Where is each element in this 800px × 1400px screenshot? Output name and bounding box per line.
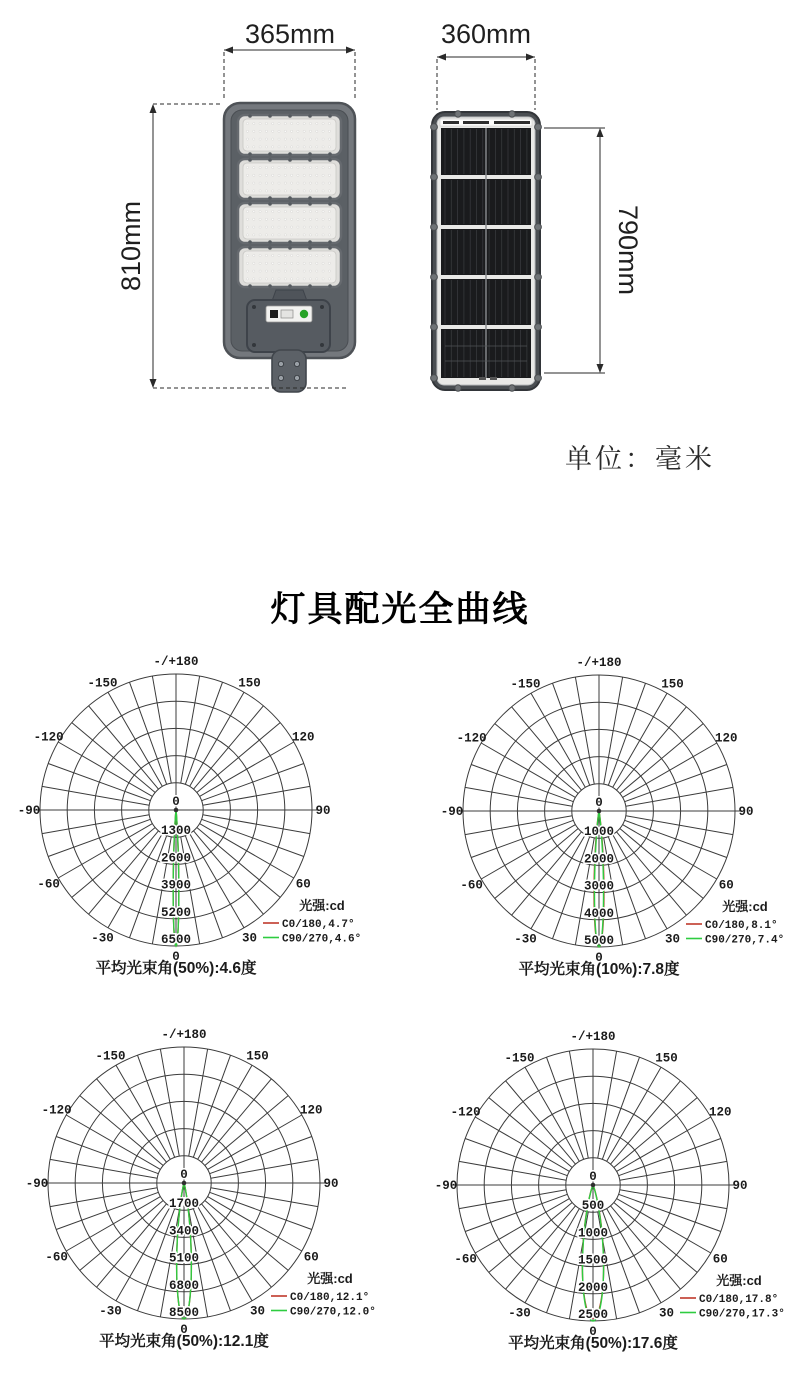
- angle-tick-label: 150: [246, 1049, 269, 1064]
- ring-value-label: 2000: [583, 852, 615, 867]
- angle-tick-label: -60: [45, 1250, 68, 1265]
- legend-item-label: C0/180,4.7°: [282, 919, 355, 931]
- angle-tick-label: -90: [440, 805, 464, 819]
- ring-value-label: 3900: [160, 878, 192, 893]
- legend-item-label: C0/180,8.1°: [705, 920, 778, 932]
- legend-item-label: C90/270,4.6°: [282, 933, 362, 946]
- ring-value-label: 3400: [168, 1224, 200, 1239]
- control-label-plate: [266, 306, 312, 322]
- legend-title: 光强:cd: [307, 1271, 353, 1286]
- legend-item-label: C90/270,7.4°: [705, 934, 785, 947]
- angle-tick-label: -/+180: [161, 1028, 207, 1042]
- chart-caption: 平均光束角(50%):17.6度: [508, 1335, 678, 1352]
- polar-chart-4: [435, 1030, 785, 1352]
- ring-value-label: 3000: [583, 879, 615, 894]
- lamp-height-dimension-label: 810mm: [116, 200, 146, 292]
- ring-value-label: 8500: [168, 1306, 200, 1320]
- lamp-width-dimension-label: 365mm: [244, 19, 336, 49]
- angle-tick-label: 30: [249, 1304, 266, 1319]
- angle-tick-label: 0: [180, 1323, 188, 1337]
- legend-item-label: C0/180,17.8°: [699, 1294, 779, 1306]
- ring-value-label: 6500: [160, 933, 192, 947]
- ring-value-label: 2000: [577, 1280, 609, 1295]
- angle-tick-label: -60: [460, 878, 483, 893]
- unit-note: 单位：毫米: [565, 444, 715, 474]
- angle-tick-label: 60: [303, 1250, 319, 1265]
- angle-tick-label: 120: [300, 1103, 323, 1118]
- angle-tick-label: -30: [508, 1306, 531, 1321]
- legend-item-label: C90/270,17.3°: [699, 1308, 785, 1321]
- angle-tick-label: 90: [732, 1179, 748, 1193]
- ring-value-label: 1700: [168, 1197, 200, 1212]
- ring-value-label: 1000: [577, 1226, 609, 1241]
- chart-caption: 平均光束角(10%):7.8度: [518, 961, 680, 978]
- angle-tick-label: 120: [709, 1105, 732, 1120]
- ring-value-label: 500: [581, 1199, 605, 1214]
- angle-tick-label: 120: [715, 731, 738, 746]
- angle-tick-label: 60: [712, 1252, 728, 1267]
- legend-item-label: C90/270,12.0°: [290, 1306, 376, 1319]
- angle-tick-label: 120: [292, 730, 315, 745]
- chart-caption: 平均光束角(50%):4.6度: [95, 960, 257, 977]
- angle-tick-label: -60: [37, 877, 60, 892]
- legend-title: 光强:cd: [716, 1273, 762, 1288]
- angle-tick-label: -/+180: [576, 656, 622, 670]
- ring-value-label: 5000: [583, 934, 615, 948]
- ring-value-label: 5100: [168, 1251, 200, 1266]
- ring-value-label: 1000: [583, 825, 615, 840]
- ring-value-label: 2500: [577, 1308, 609, 1322]
- angle-tick-label: 90: [323, 1177, 339, 1191]
- angle-tick-label: -150: [504, 1051, 535, 1066]
- ring-value-label: 6800: [168, 1278, 200, 1293]
- center-zero-label: 0: [180, 1168, 188, 1182]
- ring-value-label: 2600: [160, 851, 192, 866]
- angle-tick-label: -30: [91, 931, 114, 946]
- pole-mount-stub: [272, 350, 306, 392]
- angle-tick-label: 30: [241, 931, 258, 946]
- angle-tick-label: -120: [41, 1103, 72, 1118]
- angle-tick-label: 60: [718, 878, 734, 893]
- section-title: 灯具配光全曲线: [270, 590, 530, 629]
- angle-tick-label: -120: [450, 1105, 481, 1120]
- angle-tick-label: 0: [589, 1325, 597, 1339]
- angle-tick-label: 150: [238, 676, 261, 691]
- angle-tick-label: -150: [87, 676, 118, 691]
- polar-chart-2: [441, 656, 784, 978]
- angle-tick-label: 0: [595, 951, 603, 965]
- ring-value-label: 1300: [160, 824, 192, 839]
- photometric-charts: [18, 655, 785, 1352]
- street-lamp-front-view: [224, 103, 355, 392]
- legend-title: 光强:cd: [722, 899, 768, 914]
- angle-tick-label: 90: [315, 804, 331, 818]
- angle-tick-label: -60: [454, 1252, 477, 1267]
- angle-tick-label: -90: [434, 1179, 458, 1193]
- angle-tick-label: -30: [514, 932, 537, 947]
- center-zero-label: 0: [172, 795, 180, 809]
- angle-tick-label: -90: [17, 804, 41, 818]
- angle-tick-label: -90: [25, 1177, 49, 1191]
- polar-chart-3: [26, 1028, 376, 1350]
- angle-tick-label: -/+180: [153, 655, 199, 669]
- panel-width-dimension-label: 360mm: [440, 19, 532, 49]
- center-zero-label: 0: [595, 796, 603, 810]
- chart-caption: 平均光束角(50%):12.1度: [99, 1333, 269, 1350]
- angle-tick-label: 90: [738, 805, 754, 819]
- ring-value-label: 5200: [160, 905, 192, 920]
- angle-tick-label: 150: [661, 677, 684, 692]
- angle-tick-label: -30: [99, 1304, 122, 1319]
- angle-tick-label: -120: [33, 730, 64, 745]
- angle-tick-label: 30: [664, 932, 681, 947]
- polar-chart-1: [18, 655, 361, 977]
- angle-tick-label: -150: [510, 677, 541, 692]
- ring-value-label: 1500: [577, 1253, 609, 1268]
- angle-tick-label: 150: [655, 1051, 678, 1066]
- power-indicator-dot: [300, 310, 308, 318]
- angle-tick-label: 0: [172, 950, 180, 964]
- legend-title: 光强:cd: [299, 898, 345, 913]
- angle-tick-label: 60: [295, 877, 311, 892]
- legend-item-label: C0/180,12.1°: [290, 1292, 370, 1304]
- angle-tick-label: 30: [658, 1306, 675, 1321]
- ring-value-label: 4000: [583, 906, 615, 921]
- panel-height-dimension-label: 790mm: [613, 204, 643, 296]
- angle-tick-label: -150: [95, 1049, 126, 1064]
- center-zero-label: 0: [589, 1170, 597, 1184]
- angle-tick-label: -/+180: [570, 1030, 616, 1044]
- angle-tick-label: -120: [456, 731, 487, 746]
- solar-panel-back-view: [431, 111, 542, 391]
